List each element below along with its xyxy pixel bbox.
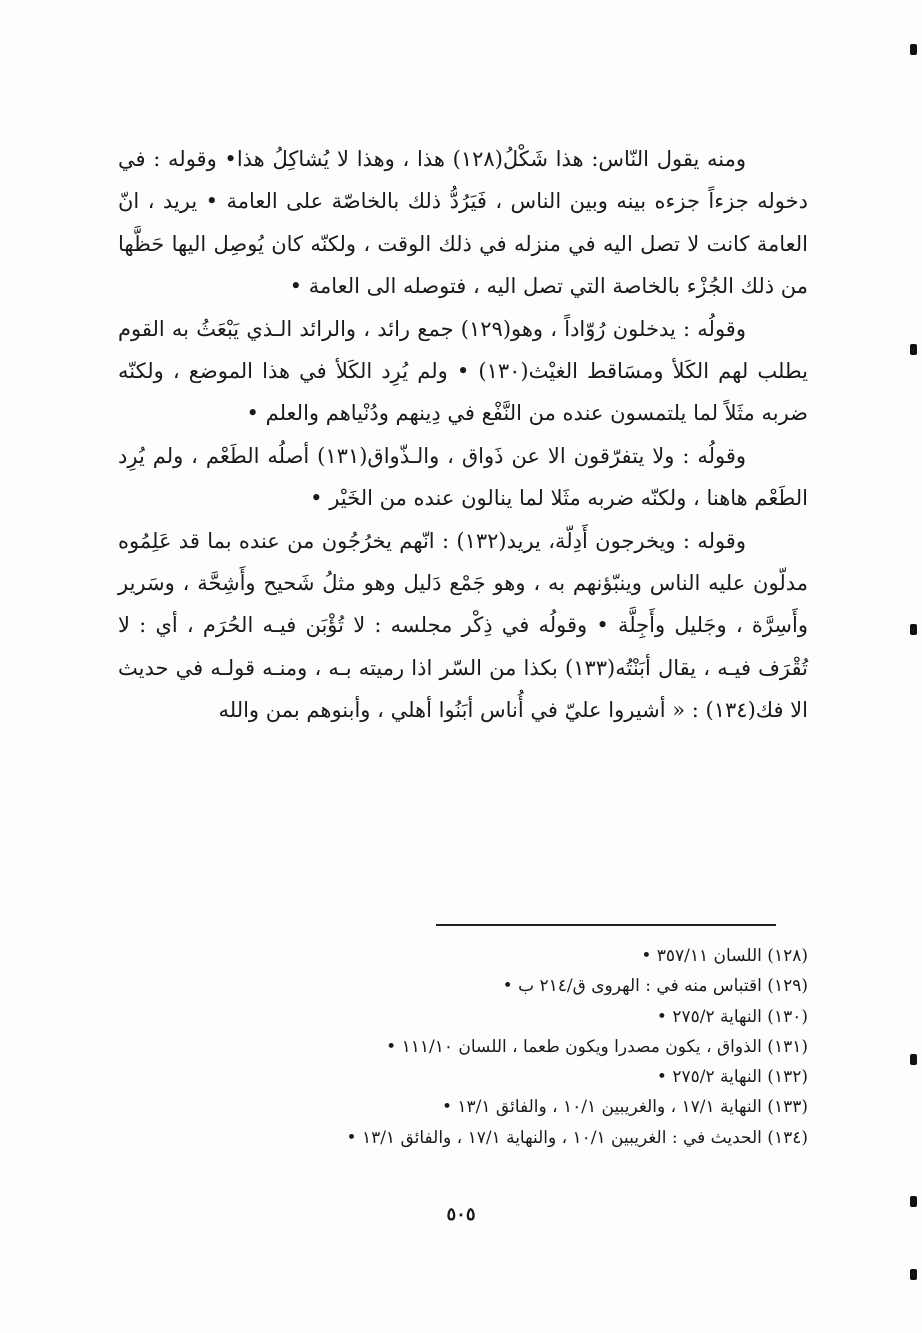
main-text — [118, 138, 808, 732]
paragraph-3: وقولُه : ولا يتفرّقون الا عن ذَواق ، والـذّواق(١٣١) أصلُه الطَعْم ، ولم يُرِد الطَعْم هاهنا ، ولكنّه ضربه مثَلا لما ينالون عنده من الخَيْر • — [118, 443, 808, 511]
margin-dot — [910, 344, 917, 355]
margin-dot — [910, 1054, 917, 1065]
footnote-separator — [436, 924, 776, 926]
margin-dot — [910, 1269, 917, 1280]
footnote-132: (١٣٢) النهاية ٢٧٥/٢ • — [656, 1067, 808, 1088]
margin-dot — [910, 1196, 917, 1207]
margin-dot — [910, 624, 917, 635]
footnote-133: (١٣٣) النهاية ١٧/١ ، والغريبين ١٠/١ ، والفائق ١٣/١ • — [441, 1097, 808, 1118]
page-number: ٥٠٥ — [446, 1204, 476, 1225]
footnote-131: (١٣١) الذواق ، يكون مصدرا ويكون طعما ، اللسان ١١١/١٠ • — [386, 1036, 808, 1057]
paragraph-2: وقولُه : يدخلون رُوّاداً ، وهو(١٢٩) جمع رائد ، والرائد الـذي يَبْعَثُ به القوم يطلب لهم الكَلأ ومسَاقط الغيْث(١٣٠) • ولم يُرِد الكَلأ في هذا الموضع ، ولكنّه ضربه مثَلاً لما يلتمسون عنده من النَّفْع في دِينهم ودُنْياهم والعلم • — [118, 316, 808, 426]
footnote-134: (١٣٤) الحديث في : الغريبين ١٠/١ ، والنهاية ١٧/١ ، والفائق ١٣/١ • — [346, 1127, 808, 1148]
footnote-128: (١٢٨) اللسان ٣٥٧/١١ • — [641, 946, 808, 966]
footnote-130: (١٣٠) النهاية ٢٧٥/٢ • — [656, 1006, 808, 1027]
footnotes — [118, 941, 808, 1153]
paragraph-4: وقوله : ويخرجون أَدِلّة، يريد(١٣٢) : انّهم يخرُجُون من عنده بما قد عَلِمُوه مدلّون عليه الناس وينبّؤنهم به ، وهو جَمْع دَليل وهو مثلُ شَحيح وأَشِحَّة ، وسَرير وأَسِرَّة ، وجَليل وأَجِلَّة • وقولُه في ذِكْر مجلسه : لا تُؤْبَن فيـه الحُرَم ، أي : لا تُقْرَف فيـه ، يقال أبَنْتُه(١٣٣) بكذا من السّر اذا رميته بـه ، ومنـه قولـه في حديث الا فك(١٣٤) : « أشيروا عليّ في أُناس أبَنُوا أهلي ، وأبنوهم بمن والله — [118, 528, 808, 723]
margin-dot — [910, 44, 917, 55]
paragraph-1: ومنه يقول النّاس: هذا شَكْلُ(١٢٨) هذا ، وهذا لا يُشاكِلُ هذا• وقوله : في دخوله جزءاً جزءه بينه وبين الناس ، فَيَرُدُّ ذلك بالخاصّة على العامة • يريد ، انّ العامة كانت لا تصل اليه في منزله في ذلك الوقت ، ولكنّه كان يُوصِل اليها حَظَّها من ذلك الجُزْء بالخاصة التي تصل اليه ، فتوصله الى العامة • — [118, 147, 808, 299]
footnote-129: (١٢٩) اقتباس منه في : الهروى ق/٢١٤ ب • — [502, 976, 808, 997]
